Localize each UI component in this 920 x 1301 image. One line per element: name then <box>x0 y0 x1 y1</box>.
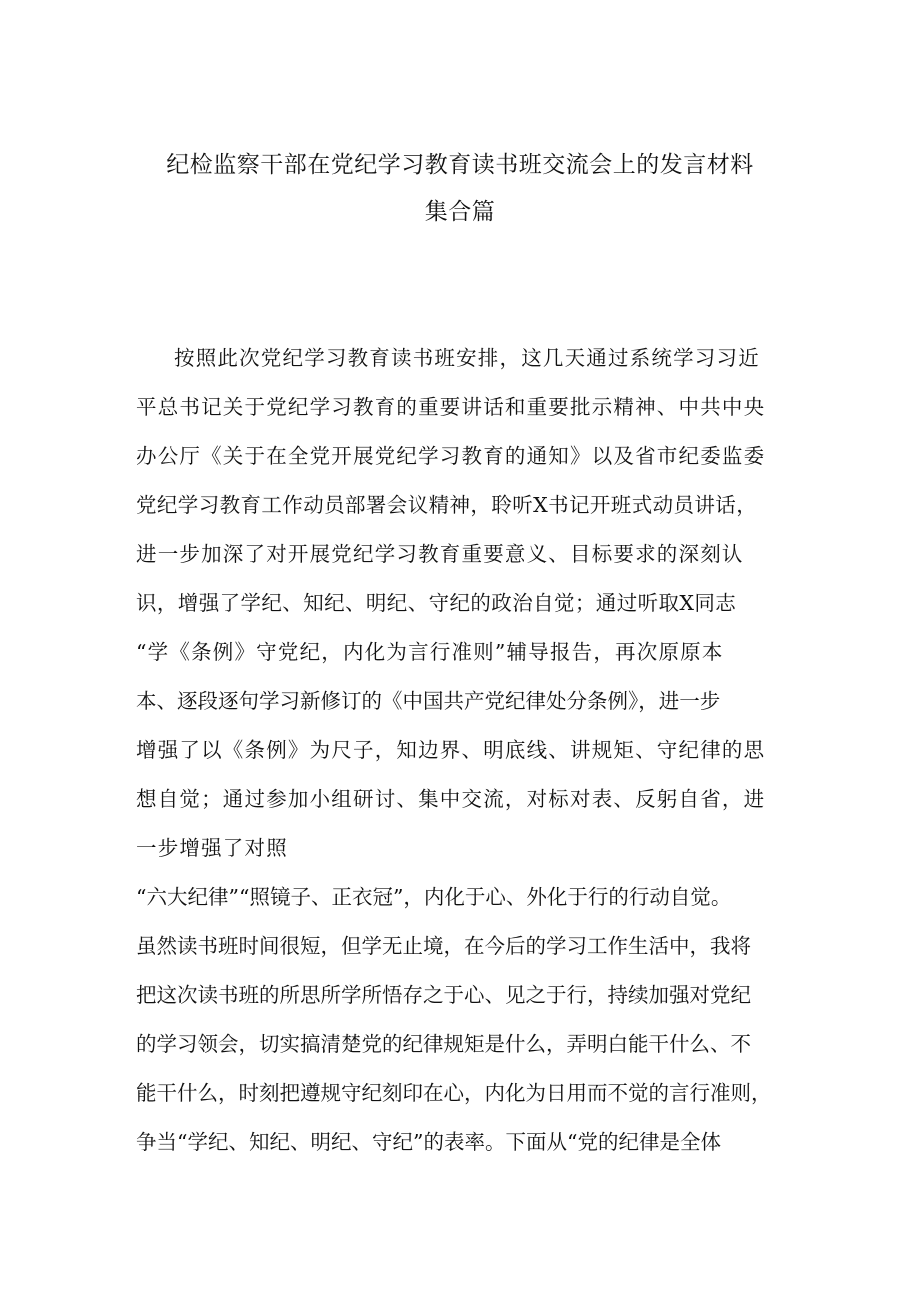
document-subtitle: 集合篇 <box>424 199 496 225</box>
body-line-1: 按照此次党纪学习教育读书班安排，这几天通过系统学习习近 <box>174 346 760 370</box>
body-line-17: 争当“学纪、知纪、明纪、守纪”的表率。下面从“党的纪律是全体 <box>136 1130 721 1154</box>
body-line-4: 党纪学习教育工作动员部署会议精神，聆听X书记开班式动员讲话， <box>136 493 758 517</box>
body-line-10: 想自觉；通过参加小组研讨、集中交流，对标对表、反躬自省，进 <box>136 787 766 811</box>
document-title: 纪检监察干部在党纪学习教育读书班交流会上的发言材料 <box>166 152 754 178</box>
body-line-11: 一步增强了对照 <box>136 836 288 860</box>
body-line-9: 增强了以《条例》为尺子，知边界、明底线、讲规矩、守纪律的思 <box>136 738 766 762</box>
body-line-7: “学《条例》守党纪，内化为言行准则”辅导报告，再次原原本 <box>136 640 724 664</box>
body-line-3: 办公厅《关于在全党开展党纪学习教育的通知》以及省市纪委监委 <box>136 444 766 468</box>
body-line-16: 能干什么，时刻把遵规守纪刻印在心，内化为日用而不觉的言行准则， <box>136 1081 772 1105</box>
body-line-15: 的学习领会，切实搞清楚党的纪律规矩是什么，弄明白能干什么、不 <box>136 1032 751 1056</box>
body-line-12: “六大纪律”“照镜子、正衣冠”，内化于心、外化于行的行动自觉。 <box>136 885 732 909</box>
body-line-8: 本、逐段逐句学习新修订的《中国共产党纪律处分条例》，进一步 <box>136 689 721 713</box>
body-line-2: 平总书记关于党纪学习教育的重要讲话和重要批示精神、中共中央 <box>136 395 766 419</box>
body-line-6: 识，增强了学纪、知纪、明纪、守纪的政治自觉；通过听取X同志 <box>136 591 737 615</box>
body-line-13: 虽然读书班时间很短，但学无止境，在今后的学习工作生活中，我将 <box>136 934 751 958</box>
body-line-5: 进一步加深了对开展党纪学习教育重要意义、目标要求的深刻认 <box>136 542 744 566</box>
body-line-14: 把这次读书班的所思所学所悟存之于心、见之于行，持续加强对党纪 <box>136 983 751 1007</box>
